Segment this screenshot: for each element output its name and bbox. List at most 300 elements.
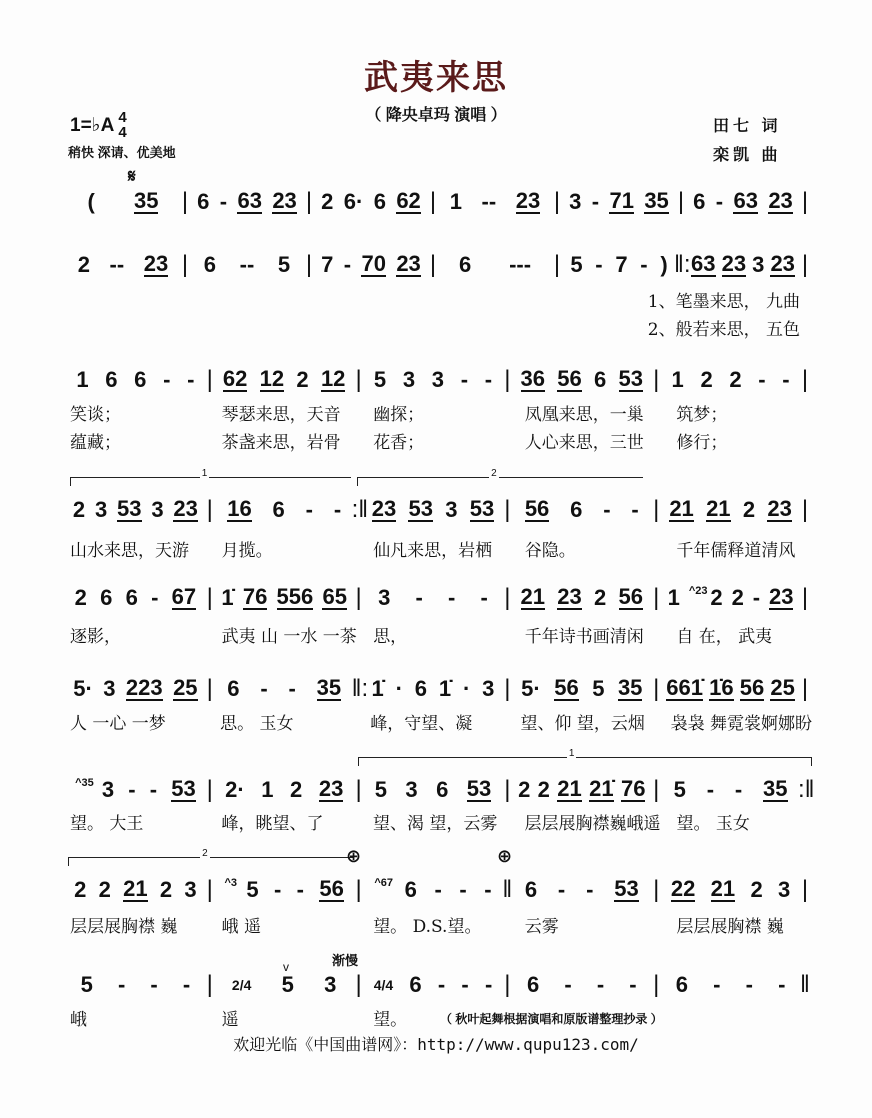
note: 53 — [408, 496, 433, 521]
note: 3 — [445, 497, 458, 522]
measure — [514, 497, 649, 523]
note: 6 — [409, 972, 422, 997]
note: 35 — [133, 188, 159, 213]
measure — [440, 252, 550, 278]
lyric: 云雾 — [524, 917, 559, 937]
measure — [663, 367, 798, 393]
note: 53 — [614, 876, 639, 901]
score-line — [68, 674, 812, 704]
spacer — [655, 709, 669, 734]
note: - — [448, 585, 456, 610]
measure — [217, 877, 352, 903]
volta-1 — [70, 468, 351, 486]
measure — [514, 585, 649, 611]
measure — [68, 497, 203, 523]
note: 1̇ — [221, 585, 234, 610]
note: - — [591, 189, 600, 214]
measure — [68, 585, 203, 611]
note: 6 — [197, 189, 210, 214]
note: - — [128, 777, 136, 802]
singer-credit: （ 降央卓玛 演唱 ） — [365, 107, 507, 124]
measure — [564, 252, 674, 278]
note: 5 — [277, 252, 291, 277]
note: - — [713, 972, 721, 997]
volta-2-coda — [68, 848, 354, 866]
spacer — [354, 709, 368, 734]
measure — [366, 777, 501, 803]
coda-icon: ⊕ — [497, 846, 513, 866]
barline: | — [206, 776, 213, 803]
note: - — [187, 367, 195, 392]
note: 23 — [515, 188, 541, 213]
measure — [440, 189, 550, 215]
note: 21 — [710, 876, 736, 901]
lyric: 逐影， — [70, 627, 121, 647]
note: 21 — [669, 496, 694, 521]
note: 53 — [618, 366, 644, 391]
measure — [217, 676, 352, 702]
verse-start-lyrics — [648, 288, 800, 344]
lyrics-line — [68, 400, 812, 425]
note: - — [437, 972, 446, 997]
lyricist-credit: 田七 词 — [713, 118, 782, 135]
lyric: 望。 D.S.望。 — [373, 917, 482, 937]
barline: ‖: — [674, 251, 691, 278]
lyric: 琴瑟来思，天音 — [221, 405, 341, 425]
barline: | — [181, 188, 189, 215]
note: 1̇6 — [709, 675, 734, 700]
spacer — [504, 709, 518, 734]
measure — [217, 497, 352, 523]
note: ) — [660, 252, 668, 277]
note: - — [305, 497, 313, 522]
note: 6 — [526, 972, 540, 997]
verse-2-start: 2、般若来思， 五色 — [647, 320, 800, 340]
measure — [514, 367, 649, 393]
lyric: 月揽。 — [221, 541, 273, 561]
lyrics-line — [68, 709, 812, 734]
note: 56 — [524, 496, 550, 521]
note: 23 — [396, 251, 421, 276]
measure — [316, 189, 426, 215]
note: 1̇ — [438, 676, 452, 701]
barline: | — [801, 251, 809, 278]
note: - — [182, 972, 191, 997]
note: 2 — [77, 252, 91, 277]
note: 3 — [402, 367, 416, 392]
lyric: 千年儒释道清风 — [676, 541, 796, 561]
note: 53 — [466, 776, 492, 801]
song-title: 武夷来思 — [364, 59, 508, 97]
note: 25 — [770, 675, 795, 700]
note: - — [273, 877, 282, 902]
barline: | — [206, 675, 213, 702]
note: - — [484, 367, 493, 392]
note: 67 — [171, 584, 197, 609]
note: - — [484, 972, 493, 997]
lyric: 人心来思，三世 — [524, 433, 644, 453]
lyrics-line — [68, 912, 812, 937]
note: 3 — [569, 189, 582, 214]
note: 6 — [675, 972, 688, 997]
measure — [68, 367, 203, 393]
note: 23 — [173, 496, 198, 521]
measure — [217, 367, 352, 393]
barline: | — [206, 876, 213, 903]
note: - — [745, 972, 753, 997]
note: 1 — [76, 367, 89, 392]
note: 6 — [100, 585, 113, 610]
spacer — [206, 400, 220, 425]
note: - — [564, 972, 572, 997]
measure — [68, 877, 203, 903]
note: - — [343, 252, 352, 277]
measure — [514, 777, 649, 803]
note: 2 — [594, 585, 607, 610]
lyric: 幽探； — [373, 405, 425, 425]
note: 3 — [378, 585, 391, 610]
barline: | — [206, 366, 213, 393]
note: 6 — [524, 877, 538, 902]
note: - — [150, 972, 158, 997]
lyric: 望。 大王 — [70, 814, 144, 834]
note: 23 — [272, 188, 297, 213]
lyric: 人 一心 一梦 — [70, 714, 166, 734]
spacer — [357, 536, 371, 561]
lyrics-line — [68, 428, 812, 453]
note: - — [631, 497, 639, 522]
score-line — [68, 187, 812, 217]
note: - — [149, 777, 158, 802]
barline: | — [206, 496, 213, 523]
note: 5 — [373, 367, 387, 392]
note: 6 — [105, 367, 118, 392]
measure — [68, 777, 203, 803]
measure — [564, 189, 674, 215]
spacer — [660, 912, 674, 937]
spacer — [206, 428, 220, 453]
note: 21 — [520, 584, 545, 609]
volta-1-coda — [358, 748, 812, 766]
time-bottom: 4 — [118, 124, 127, 141]
note: - — [586, 877, 594, 902]
note: 1 — [671, 367, 684, 392]
note: 23 — [768, 188, 793, 213]
segno-icon: 𝄋 — [128, 166, 136, 186]
note: 53 — [469, 496, 495, 521]
spacer — [509, 622, 523, 647]
barline: ‖ — [502, 876, 513, 903]
measure — [366, 497, 501, 523]
note: 62 — [396, 188, 421, 213]
barline: | — [504, 675, 511, 702]
measure — [663, 497, 798, 523]
note: - — [296, 877, 304, 902]
note: 2 — [537, 777, 550, 802]
lyric: 仙凡来思，岩栖 — [373, 541, 493, 561]
time-signature — [118, 110, 126, 140]
score-line — [68, 875, 812, 905]
measure — [663, 677, 798, 701]
note: 6 — [125, 585, 138, 610]
note: 76 — [620, 776, 646, 801]
note: 63 — [691, 251, 716, 276]
lyric: 望。 玉女 — [676, 814, 750, 834]
note: 56 — [618, 584, 644, 609]
barline: | — [305, 251, 313, 278]
spacer — [206, 536, 220, 561]
note: ( — [87, 189, 95, 214]
measure — [192, 189, 302, 215]
note: 6 — [404, 877, 417, 902]
note: 5 — [374, 777, 388, 802]
note: 2 — [710, 585, 723, 610]
note: 3 — [103, 676, 116, 701]
note: 53 — [117, 496, 142, 521]
note: 23 — [721, 251, 747, 276]
note: 56 — [319, 876, 344, 901]
note: - — [260, 676, 268, 701]
lyric: 筑梦； — [676, 405, 728, 425]
barline: | — [355, 366, 362, 393]
note: 3 — [184, 877, 197, 902]
lyric — [674, 1005, 812, 1030]
note: 65 — [322, 584, 347, 609]
lyric: 峰，眺望、了 — [221, 814, 324, 834]
note: - — [734, 777, 743, 802]
note: 3 — [405, 777, 418, 802]
note: 6 — [414, 676, 428, 701]
note: 16 — [227, 496, 252, 521]
note: 2 — [321, 189, 334, 214]
barline: | — [504, 584, 511, 611]
barline: :‖ — [797, 776, 815, 803]
barline: | — [355, 971, 362, 998]
note: 2 — [159, 877, 173, 902]
grace-note: ^23 — [688, 585, 708, 597]
measure — [514, 972, 649, 998]
note: 5 — [80, 972, 93, 997]
note: 7 — [321, 252, 334, 277]
lyric: 笑谈； — [70, 405, 121, 425]
note: - — [333, 497, 342, 522]
note: 5 — [246, 877, 259, 902]
time-signature: 2/4 — [231, 977, 252, 993]
volta-label: 1 — [568, 748, 575, 759]
lyric: 峨 遥 — [221, 917, 261, 937]
breath-mark-icon: v — [283, 960, 289, 974]
spacer — [357, 809, 371, 834]
note: 6 — [134, 367, 147, 392]
spacer — [206, 1005, 220, 1030]
note: 6 — [594, 367, 607, 392]
spacer — [204, 709, 218, 734]
note: - — [219, 189, 228, 214]
note: 3 — [94, 497, 108, 522]
measure — [217, 585, 352, 611]
key-label: 1=♭A — [70, 114, 115, 136]
note: 5· — [521, 676, 541, 701]
note: 3 — [778, 877, 791, 902]
lyric: 蕴藏； — [70, 433, 121, 453]
note: 2 — [700, 367, 713, 392]
grace-note: ^67 — [374, 877, 394, 889]
note: 2 — [296, 367, 309, 392]
barline: | — [653, 496, 660, 523]
note: 3 — [101, 777, 115, 802]
note: 6 — [203, 252, 217, 277]
spacer — [660, 536, 674, 561]
spacer — [357, 400, 371, 425]
note: 23 — [318, 776, 344, 801]
spacer — [206, 809, 220, 834]
volta-2 — [357, 468, 643, 486]
barline: | — [504, 971, 511, 998]
barline: | — [206, 584, 213, 611]
barline: | — [206, 971, 213, 998]
note: 3 — [431, 367, 445, 392]
transcription-note: （ 秋叶起舞根据演唱和原版谱整理抄录 ） — [440, 1012, 663, 1026]
note: - — [629, 972, 637, 997]
barline: | — [653, 675, 660, 702]
note: 22 — [670, 876, 696, 901]
note: 12 — [259, 366, 285, 391]
note: 35 — [644, 188, 669, 213]
lyric: 峰，守望、凝 — [370, 714, 473, 734]
note: 2 — [731, 585, 744, 610]
lyrics-line — [68, 622, 812, 647]
note: - — [706, 777, 715, 802]
note: 2 — [98, 877, 111, 902]
note: 2 — [74, 877, 87, 902]
note: 21 — [557, 776, 582, 801]
score-line — [68, 250, 812, 280]
barline: | — [801, 876, 809, 903]
lyric: 望、仰 望，云烟 — [520, 714, 645, 734]
barline: | — [504, 366, 511, 393]
note: 56 — [554, 675, 579, 700]
note: 62 — [222, 366, 248, 391]
note: 5 — [281, 972, 294, 997]
barline: | — [801, 675, 809, 702]
note: - — [415, 585, 423, 610]
barline: | — [553, 188, 561, 215]
barline: | — [653, 776, 660, 803]
measure — [68, 252, 178, 278]
barline: | — [355, 584, 362, 611]
barline: | — [504, 496, 511, 523]
note: 35 — [316, 675, 342, 700]
lyric: 层层展胸襟巍峨遥 — [524, 814, 661, 834]
note: · — [462, 676, 471, 701]
note: 7 — [615, 252, 628, 277]
grace-note: ^35 — [75, 777, 94, 789]
note: 2 — [729, 367, 742, 392]
time-signature: 4/4 — [373, 977, 394, 993]
note: 21̇ — [589, 776, 614, 801]
note: 23 — [371, 496, 397, 521]
lyric: 山水来思，天游 — [70, 541, 189, 561]
note: 5 — [673, 777, 686, 802]
note: 36 — [520, 366, 545, 391]
lyric: 袅袅 舞霓裳婀娜盼 — [670, 714, 813, 734]
measure — [68, 189, 178, 215]
note: 71 — [609, 188, 634, 213]
note: - — [782, 367, 790, 392]
barline: | — [553, 251, 561, 278]
barline: | — [653, 971, 660, 998]
spacer — [509, 912, 523, 937]
note: 35 — [763, 776, 788, 801]
lyric: 武夷 山 一水 一茶 — [221, 627, 357, 647]
note: 21 — [123, 876, 148, 901]
lyric: 思。 玉女 — [220, 714, 294, 734]
note: 56 — [739, 675, 765, 700]
tempo-marking: 稍快 深请、优美地 — [68, 145, 176, 160]
barline: ‖: — [351, 675, 369, 702]
note: 6 — [570, 497, 583, 522]
note: 3 — [151, 497, 164, 522]
note: 2 — [72, 497, 86, 522]
spacer — [509, 536, 523, 561]
score-line — [68, 495, 812, 525]
note: 53 — [171, 776, 196, 801]
spacer — [509, 400, 523, 425]
note: - — [151, 585, 159, 610]
volta-label: 2 — [491, 468, 497, 479]
ritardando-marking: 渐慢 — [332, 953, 359, 968]
note: 2 — [742, 497, 756, 522]
note: - — [288, 676, 296, 701]
note: 6· — [343, 189, 364, 214]
lyric: 思， — [373, 627, 408, 647]
note: 21 — [706, 496, 731, 521]
spacer — [206, 622, 220, 647]
measure — [663, 877, 798, 903]
lyrics-line — [68, 536, 812, 561]
barline: | — [801, 188, 809, 215]
note: - — [480, 585, 488, 610]
measure — [663, 777, 798, 803]
verse-1-start: 1、笔墨来思， 九曲 — [647, 292, 800, 312]
measure — [688, 189, 798, 215]
lyric: 自 在， 武夷 — [676, 627, 773, 647]
note: - — [460, 367, 469, 392]
note: 76 — [242, 584, 268, 609]
barline: | — [504, 776, 511, 803]
note: 23 — [143, 251, 169, 276]
note: 6 — [227, 676, 240, 701]
measure — [68, 972, 203, 998]
note: 3 — [752, 252, 765, 277]
grace-note: ^3 — [224, 877, 238, 889]
note: --- — [509, 252, 532, 277]
spacer — [206, 912, 220, 937]
note: -- — [481, 189, 497, 214]
measure — [688, 252, 798, 278]
barline: | — [355, 876, 362, 903]
spacer — [660, 400, 674, 425]
note: 223 — [125, 675, 163, 700]
note: 1̇ — [371, 676, 384, 701]
note: 23 — [769, 584, 794, 609]
lyric: 千年诗书画清闲 — [524, 627, 644, 647]
note: 2 — [518, 777, 531, 802]
lyric: 茶盏来思，岩骨 — [221, 433, 341, 453]
barline: | — [355, 776, 362, 803]
note: 6 — [272, 497, 285, 522]
note: - — [778, 972, 786, 997]
